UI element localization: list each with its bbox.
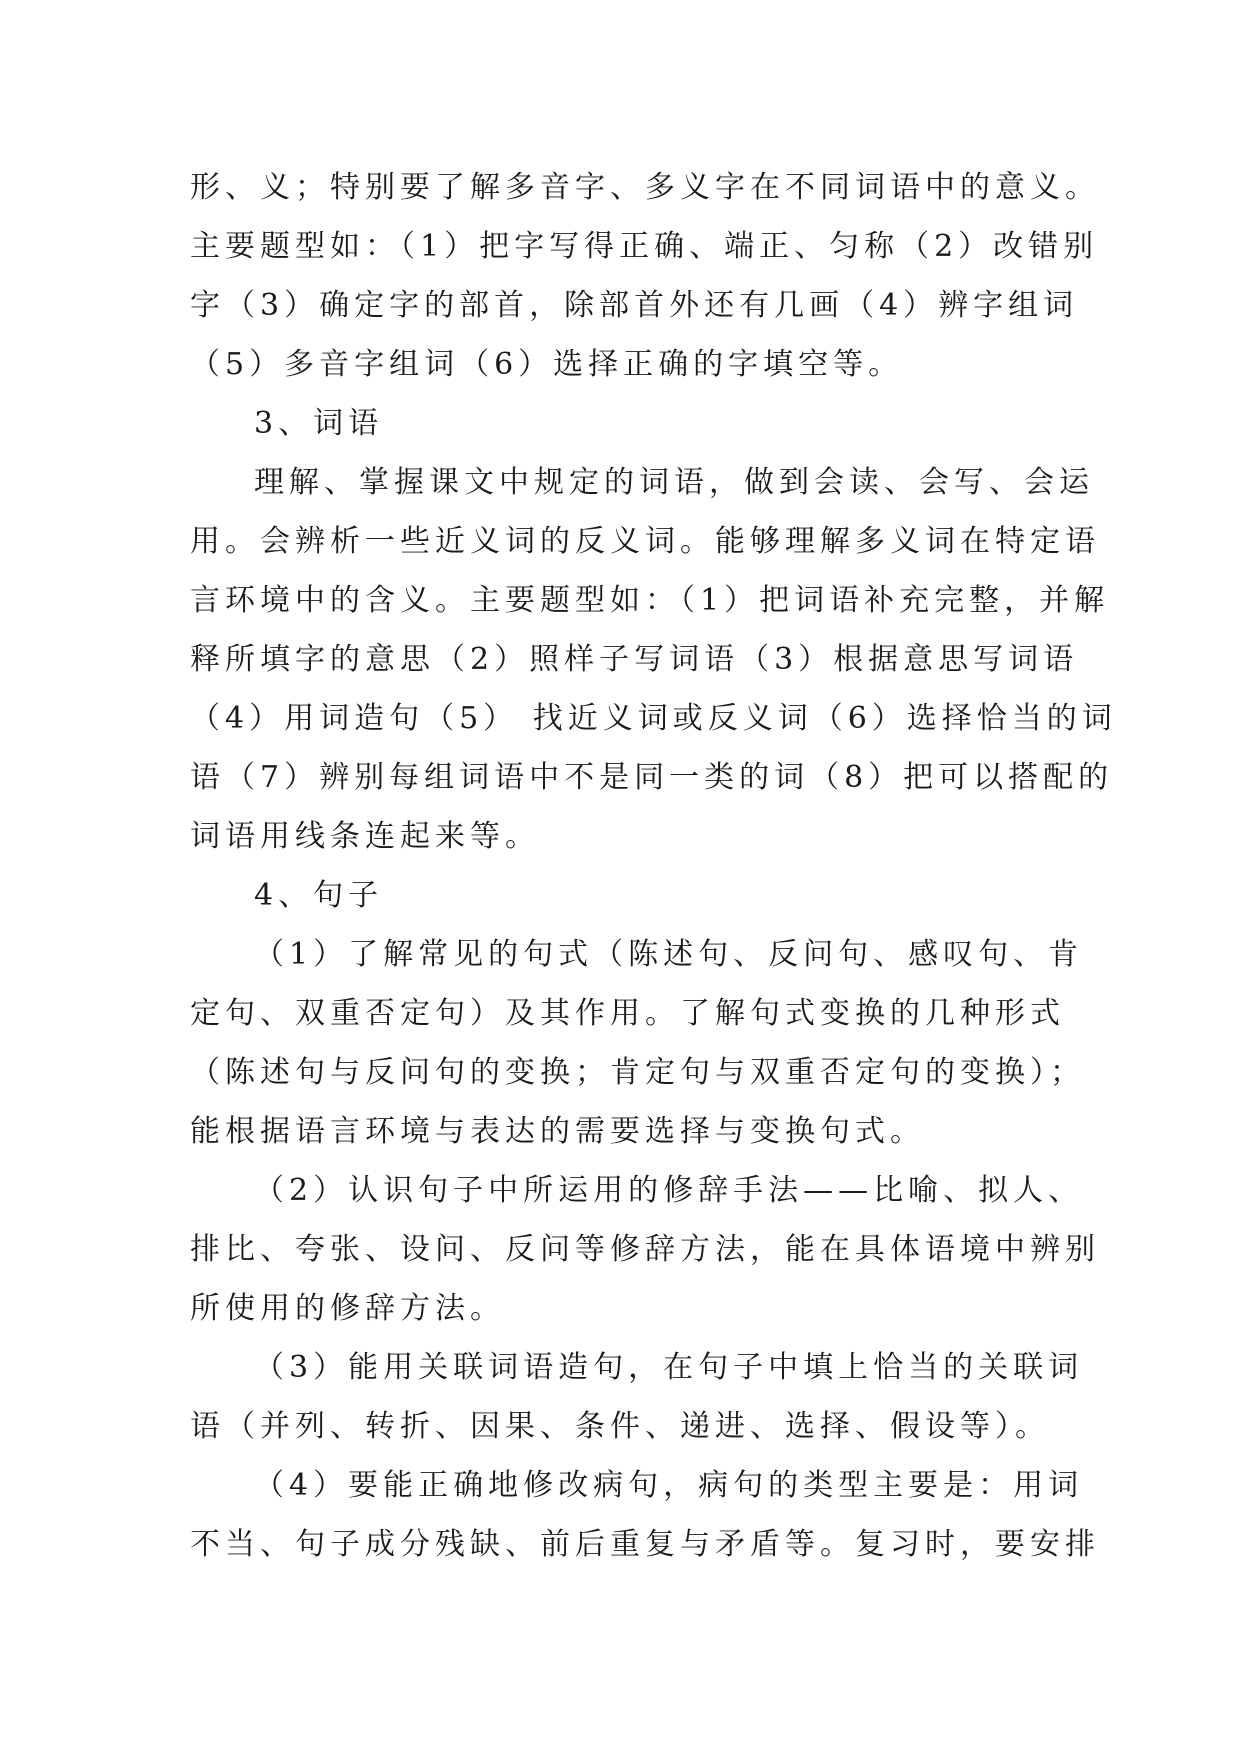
text-line: 用。会辨析一些近义词的反义词。能够理解多义词在特定语	[190, 524, 1100, 559]
text-line: （4）要能正确地修改病句，病句的类型主要是：用词	[254, 1468, 1084, 1503]
section-heading: 3、词语	[254, 406, 384, 441]
text-line: 排比、夸张、设问、反问等修辞方法，能在具体语境中辨别	[190, 1232, 1100, 1267]
text-line: （2）认识句子中所运用的修辞手法——比喻、拟人、	[254, 1173, 1084, 1208]
text-line: （3）能用关联词语造句，在句子中填上恰当的关联词	[254, 1350, 1084, 1385]
text-line: 形、义；特别要了解多音字、多义字在不同词语中的意义。	[190, 170, 1100, 205]
text-line: （4）用词造句（5） 找近义词或反义词（6）选择恰当的词	[190, 701, 1117, 736]
text-line: 不当、句子成分残缺、前后重复与矛盾等。复习时，要安排	[190, 1527, 1100, 1562]
text-line: 语（并列、转折、因果、条件、递进、选择、假设等）。	[190, 1409, 1050, 1444]
text-line: 理解、掌握课文中规定的词语，做到会读、会写、会运	[254, 465, 1094, 500]
text-line: （1）了解常见的句式（陈述句、反问句、感叹句、肯	[254, 937, 1084, 972]
text-line: 所使用的修辞方法。	[190, 1291, 505, 1326]
text-line: （陈述句与反问句的变换；肯定句与双重否定句的变换）；	[190, 1055, 1085, 1090]
text-line: 语（7）辨别每组词语中不是同一类的词（8）把可以搭配的	[190, 760, 1114, 795]
text-line: 词语用线条连起来等。	[190, 819, 540, 854]
document-body	[190, 158, 1117, 1574]
text-line: 能根据语言环境与表达的需要选择与变换句式。	[190, 1114, 925, 1149]
text-line: 定句、双重否定句）及其作用。了解句式变换的几种形式	[190, 996, 1065, 1031]
text-line: 主要题型如：（1）把字写得正确、端正、匀称（2）改错别	[190, 229, 1099, 264]
text-line: 言环境中的含义。主要题型如：（1）把词语补充完整，并解	[190, 583, 1110, 618]
text-line: 字（3）确定字的部首，除部首外还有几画（4）辨字组词	[190, 288, 1079, 323]
text-line: 释所填字的意思（2）照样子写词语（3）根据意思写词语	[190, 642, 1079, 677]
text-line: （5）多音字组词（6）选择正确的字填空等。	[190, 347, 904, 382]
section-heading: 4、句子	[254, 878, 384, 913]
